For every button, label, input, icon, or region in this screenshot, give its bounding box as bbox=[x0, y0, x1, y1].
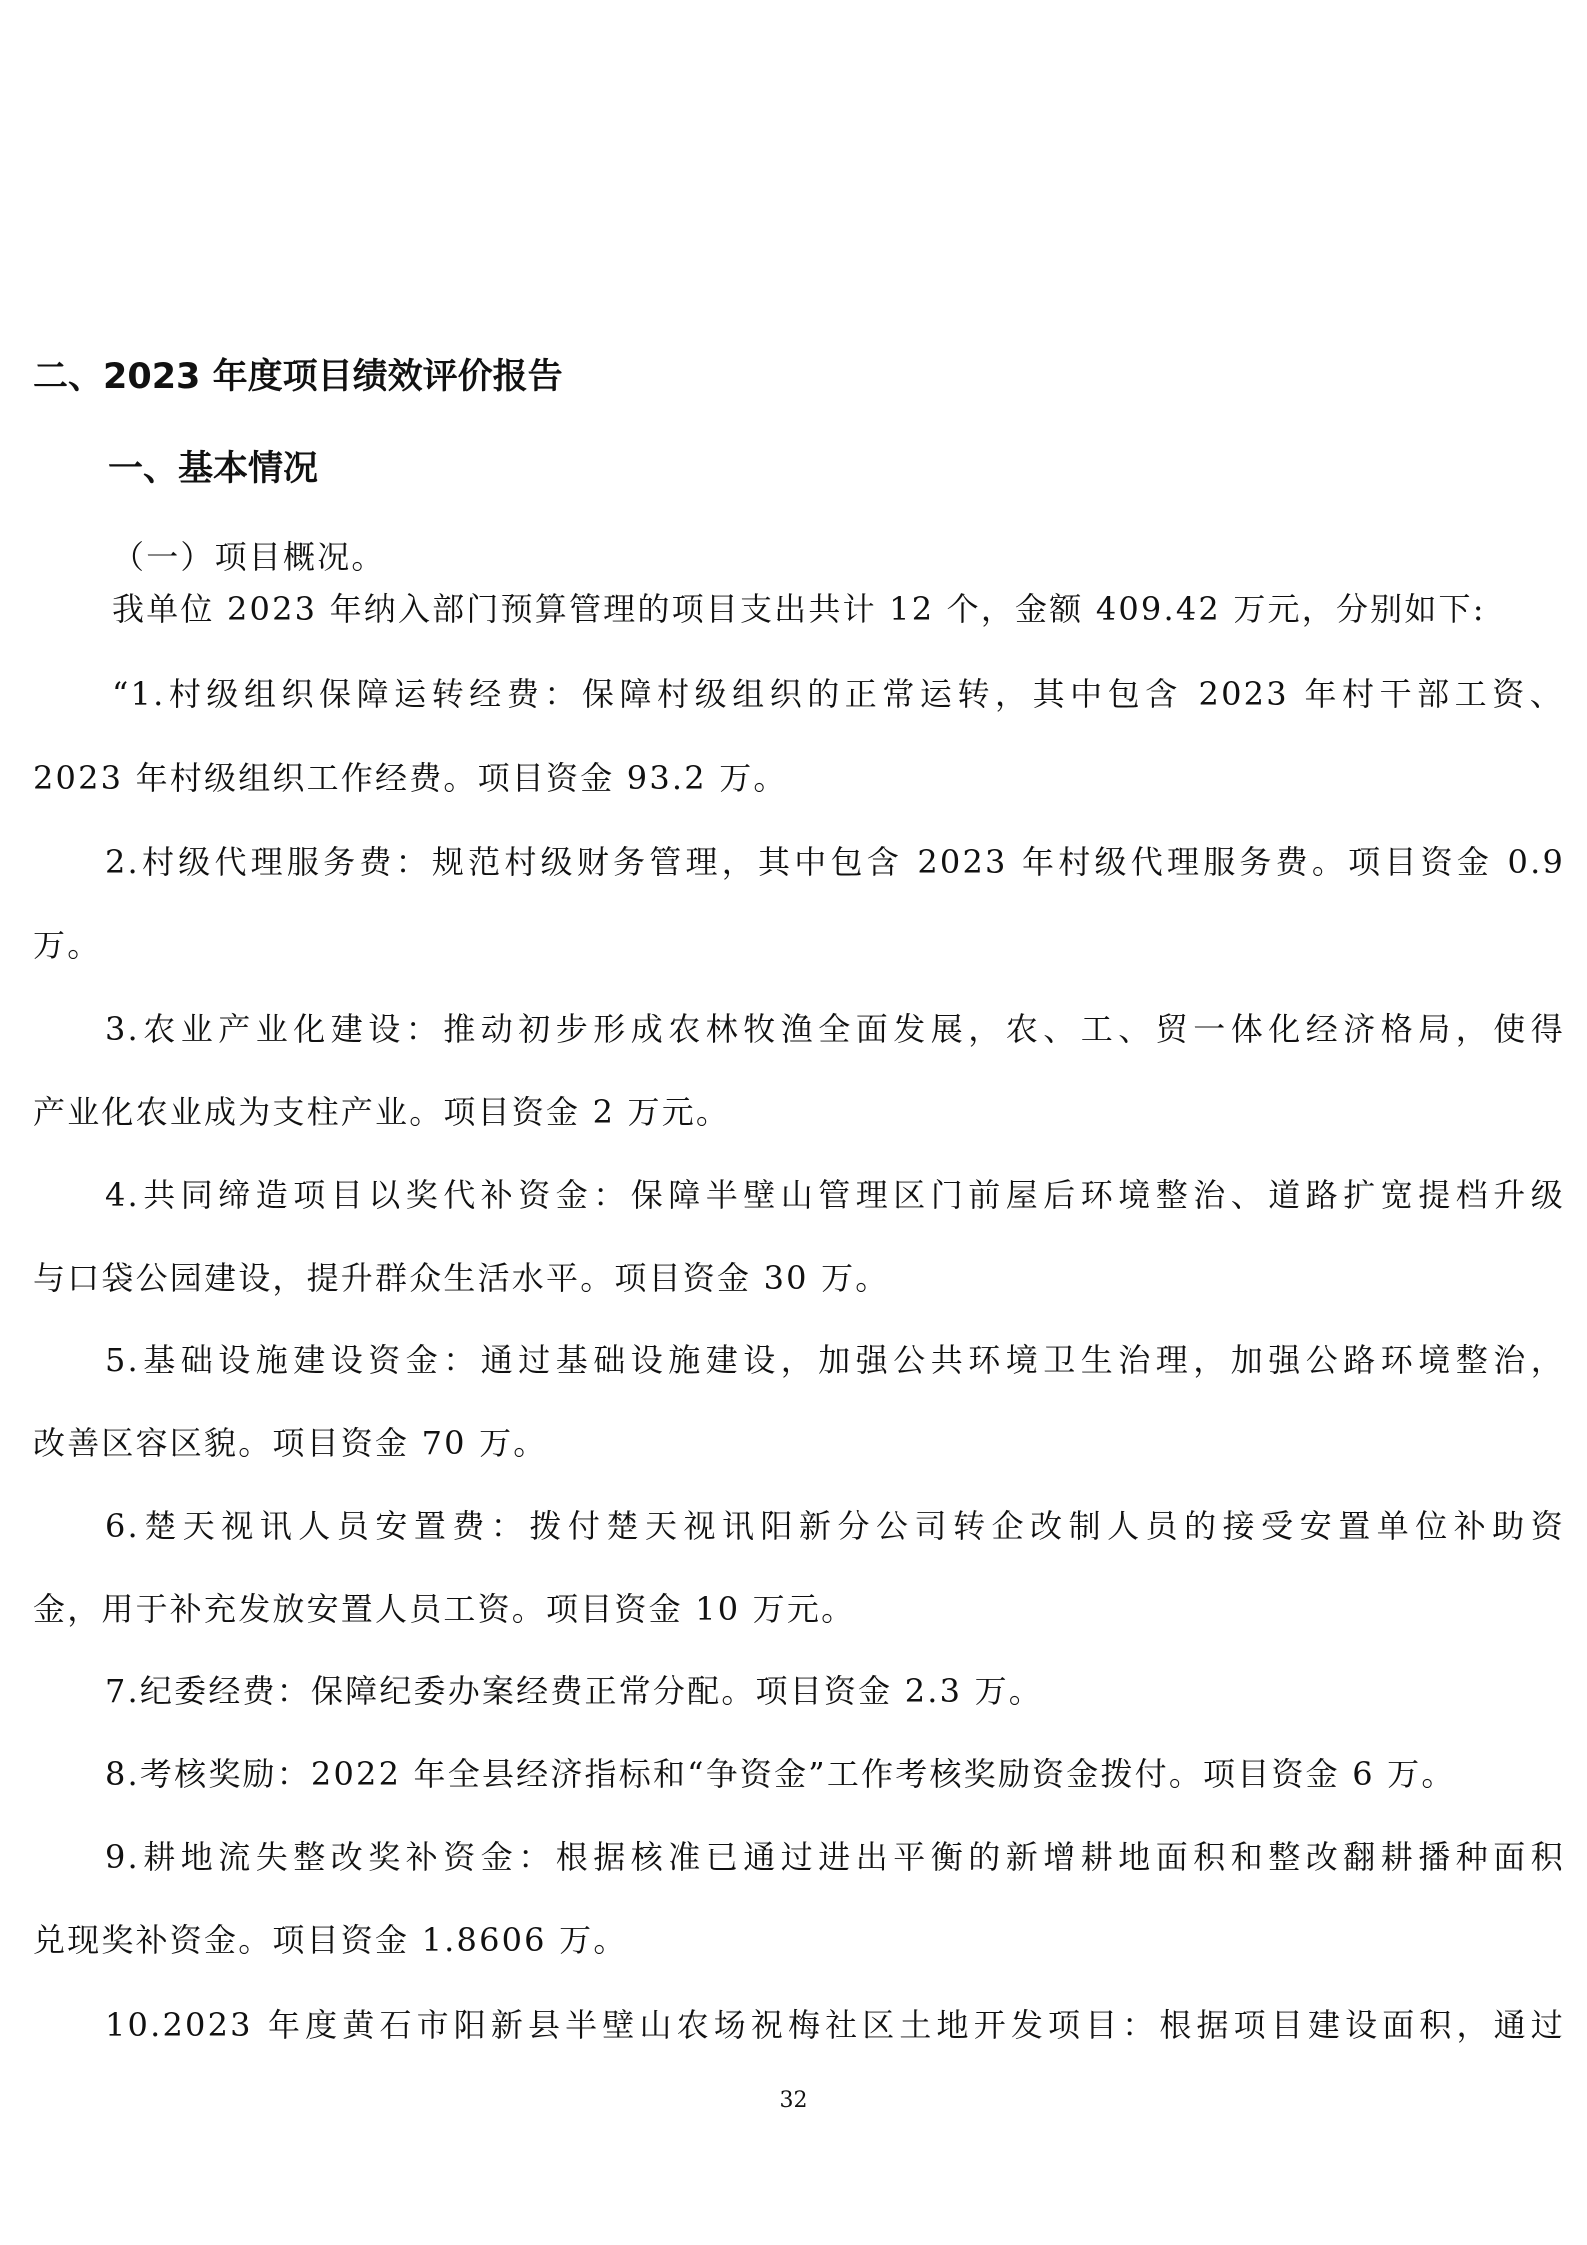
paragraph-line: 5.基础设施建设资金：通过基础设施建设，加强公共环境卫生治理，加强公路环境整治， bbox=[105, 1341, 1565, 1379]
paragraph-line: 产业化农业成为支柱产业。项目资金 2 万元。 bbox=[33, 1093, 731, 1131]
section-heading: 二、2023 年度项目绩效评价报告 bbox=[33, 357, 563, 397]
subsection-heading: 一、基本情况 bbox=[108, 449, 319, 489]
paragraph-line: 2023 年村级组织工作经费。项目资金 93.2 万。 bbox=[33, 759, 788, 797]
paragraph-line: 3.农业产业化建设：推动初步形成农林牧渔全面发展，农、工、贸一体化经济格局，使得 bbox=[105, 1010, 1565, 1048]
paragraph-line: 我单位 2023 年纳入部门预算管理的项目支出共计 12 个，金额 409.42 万元，分别如下: bbox=[112, 590, 1486, 628]
paragraph-line: 与口袋公园建设，提升群众生活水平。项目资金 30 万。 bbox=[33, 1259, 890, 1297]
paragraph-line: 改善区容区貌。项目资金 70 万。 bbox=[33, 1424, 548, 1462]
paragraph-line: 万。 bbox=[33, 926, 102, 964]
paragraph-line: 6.楚天视讯人员安置费：拨付楚天视讯阳新分公司转企改制人员的接受安置单位补助资 bbox=[105, 1507, 1565, 1545]
paragraph-line: 兑现奖补资金。项目资金 1.8606 万。 bbox=[33, 1921, 628, 1959]
item-heading: （一）项目概况。 bbox=[112, 538, 386, 576]
paragraph-line: 7.纪委经费：保障纪委办案经费正常分配。项目资金 2.3 万。 bbox=[105, 1672, 1043, 1710]
paragraph-line: 10.2023 年度黄石市阳新县半壁山农场祝梅社区土地开发项目：根据项目建设面积，通过 bbox=[105, 2006, 1565, 2044]
paragraph-line: 2.村级代理服务费：规范村级财务管理，其中包含 2023 年村级代理服务费。项目资金 0.9 bbox=[105, 843, 1565, 881]
page-number: 32 bbox=[779, 2088, 808, 2113]
paragraph-line: 8.考核奖励：2022 年全县经济指标和“争资金”工作考核奖励资金拨付。项目资金 6 万。 bbox=[105, 1755, 1456, 1793]
paragraph-line: 4.共同缔造项目以奖代补资金：保障半壁山管理区门前屋后环境整治、道路扩宽提档升级 bbox=[105, 1176, 1565, 1214]
paragraph-line: 9.耕地流失整改奖补资金：根据核准已通过进出平衡的新增耕地面积和整改翻耕播种面积 bbox=[105, 1838, 1565, 1876]
paragraph-line: 金，用于补充发放安置人员工资。项目资金 10 万元。 bbox=[33, 1590, 856, 1628]
paragraph-line: “1.村级组织保障运转经费：保障村级组织的正常运转，其中包含 2023 年村干部工资、 bbox=[112, 675, 1564, 713]
